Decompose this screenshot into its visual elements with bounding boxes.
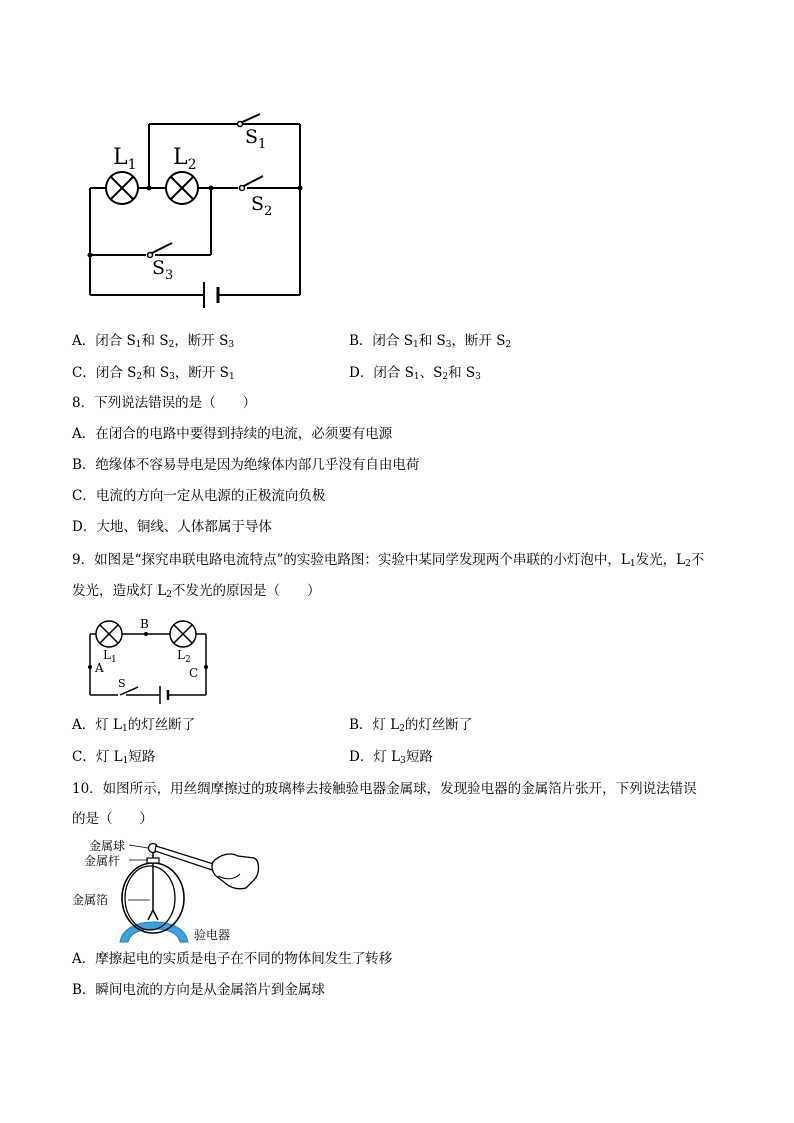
q7-label-l1: $L_1$: [113, 145, 137, 173]
q9-option-b[interactable]: B．灯 $L_2$的灯丝断了: [349, 717, 473, 734]
q9-label-b: B: [140, 617, 149, 631]
q8-option-d[interactable]: D．大地、铜线、人体都属于导体: [72, 519, 272, 535]
q10-option-a[interactable]: A．摩擦起电的实质是电子在不同的物体间发生了转移: [72, 951, 393, 967]
jar-inner-ring: [125, 866, 175, 930]
q9-label-a: A: [95, 661, 104, 675]
q9-circuit-diagram: [82, 614, 217, 704]
q9-lamp-l1: [96, 621, 122, 647]
q10-option-b[interactable]: B．瞬间电流的方向是从金属箔片到金属球: [72, 982, 325, 998]
lamp-l2: [166, 172, 198, 204]
q7-label-s3: $S_3$: [152, 257, 174, 283]
electroscope-figure: [68, 836, 268, 948]
q9-option-a[interactable]: A．灯 $L_1$的灯丝断了: [72, 717, 196, 734]
q9-label-l1: $L_1$: [103, 648, 117, 665]
q9-option-d[interactable]: D．灯 $L_3$短路: [349, 749, 433, 766]
label-metal-foil: 金属箔: [72, 893, 109, 907]
metal-foil: [148, 910, 158, 920]
q9-option-c[interactable]: C．灯 $L_1$短路: [72, 749, 156, 766]
label-metal-ball: 金属球: [89, 839, 126, 853]
q7-circuit-diagram: [80, 100, 320, 315]
q9-label-l2: $L_2$: [177, 648, 191, 665]
electroscope-base: [120, 922, 188, 942]
q8-option-c[interactable]: C．电流的方向一定从电源的正极流向负极: [72, 488, 326, 504]
q9-label-s: S: [118, 677, 126, 690]
q8-option-b[interactable]: B．绝缘体不容易导电是因为绝缘体内部几乎没有自由电荷: [72, 457, 420, 473]
q7-option-b[interactable]: B．闭合 $S_1$和 $S_3$，断开 $S_2$: [349, 333, 512, 350]
q7-label-l2: $L_2$: [173, 145, 197, 173]
label-electroscope: 验电器: [194, 928, 231, 942]
lamp-l1: [106, 172, 138, 204]
q7-label-s1: $S_1$: [245, 126, 267, 152]
q7-option-d[interactable]: D．闭合 $S_1$、$S_2$和 $S_3$: [349, 365, 481, 382]
label-metal-rod: 金属杆: [84, 854, 121, 868]
q8-stem: 8．下列说法错误的是（ ）: [72, 395, 257, 411]
q9-label-c: C: [189, 666, 199, 680]
q7-option-c[interactable]: C．闭合 $S_2$和 $S_3$，断开 $S_1$: [72, 365, 235, 382]
q9-stem-line1: 9．如图是“探究串联电路电流特点”的实验电路图：实验中某同学发现两个串联的小灯泡中，$L_1$发光，$L_2$不: [72, 552, 705, 569]
q7-option-a[interactable]: A．闭合 $S_1$和 $S_2$，断开 $S_3$: [72, 333, 235, 350]
q9-lamp-l2: [170, 621, 196, 647]
q8-option-a[interactable]: A．在闭合的电路中要得到持续的电流，必须要有电源: [72, 426, 393, 442]
q10-stem-line2: 的是（ ）: [72, 811, 153, 827]
q7-label-s2: $S_2$: [251, 193, 273, 219]
hand-icon: [212, 854, 259, 889]
q9-stem-line2: 发光，造成灯 $L_2$不发光的原因是（ ）: [72, 583, 321, 600]
q10-stem-line1: 10．如图所示，用丝绸摩擦过的玻璃棒去接触验电器金属球，发现验电器的金属箔片张开，下列说法错误: [72, 781, 697, 797]
glass-rod: [155, 846, 220, 872]
